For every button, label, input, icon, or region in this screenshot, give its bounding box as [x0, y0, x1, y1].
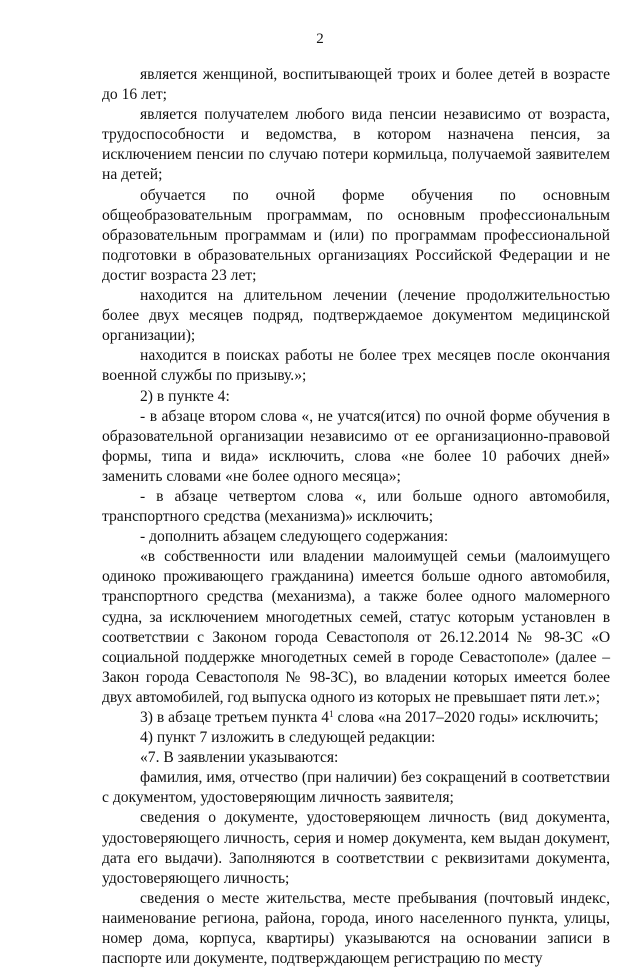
paragraph-job-search: находится в поисках работы не более трех месяцев после окончания военной службы по призыву.»;	[102, 347, 610, 385]
paragraph-add-abzac: - дополнить абзацем следующего содержания:	[140, 528, 449, 546]
paragraph-point-7-heading: «7. В заявлении указываются:	[140, 749, 339, 767]
paragraph-pension-recipient: является получателем любого вида пенсии независимо от возраста, трудоспособности и ведомства, в котором назначена пенсия, за исключением пенсии по случаю потери кормильца, получаемой заявителем на детей;	[102, 106, 610, 184]
paragraph-identity-document: сведения о документе, удостоверяющем личность (вид документа, удостоверяющего личность, серия и номер документа, кем выдан документ, дата его выдачи). Заполняются в соответствии с реквизитами документа, удостоверяющего личность;	[102, 809, 610, 887]
document-body	[102, 65, 610, 969]
paragraph-item-4: 4) пункт 7 изложить в следующей редакции:	[140, 729, 436, 747]
paragraph-fourth-abzac: - в абзаце четвертом слова «, или больше одного автомобиля, транспортного средства (механизма)» исключить;	[102, 487, 610, 526]
paragraph-full-time-student: обучается по очной форме обучения по основным общеобразовательным программам, по основным профессиональным образовательным программам и (или) по программам профессиональной подготовки в образовательных организациях Российской Федерации и не достиг возраста 23 лет;	[102, 186, 610, 284]
item-3-superscript: 1	[329, 709, 334, 719]
paragraph-vehicle-ownership: «в собственности или владении малоимущей семьи (малоимущего одиноко проживающего гражданина) имеется больше одного автомобиля, транспортного средства (механизма), а также более одного маломерного судна, за исключением многодетных семей, статус которым установлен в соответствии с Законом города Севастополя от 26.12.2014 № 98-ЗС «О социальной поддержке многодетных семей в городе Севастополе» (далее – Закон города Севастополя № 98-ЗС), во владении которых имеется более двух автомобилей, год выпуска одного из которых не превышает пяти лет.»;	[102, 548, 610, 706]
paragraph-long-term-treatment: находится на длительном лечении (лечение продолжительностью более двух месяцев подряд, подтверждаемое документом медицинской организации);	[102, 287, 610, 345]
paragraph-second-abzac: - в абзаце втором слова «, не учатся(ится) по очной форме обучения в образовательной организации независимо от ее организационно-правовой формы, типа и вида» исключить, слова «не более 10 рабочих дней» заменить словами «не более одного месяца»;	[102, 407, 610, 485]
paragraph-item-3	[102, 708, 610, 728]
paragraph-item-2: 2) в пункте 4:	[140, 387, 230, 405]
item-3-text-after: слова «на 2017–2020 годы» исключить;	[333, 709, 599, 726]
page-number: 2	[316, 31, 324, 47]
item-3-text-before: 3) в абзаце третьем пункта 4	[140, 709, 330, 726]
paragraph-full-name: фамилия, имя, отчество (при наличии) без сокращений в соответствии с документом, удостоверяющим личность заявителя;	[102, 769, 610, 807]
paragraph-residence-info: сведения о месте жительства, месте пребывания (почтовый индекс, наименование региона, района, города, иного населенного пункта, улицы, номер дома, корпуса, квартиры) указываются на основании записи в паспорте или документе, подтверждающем регистрацию по месту	[102, 889, 610, 968]
paragraph-woman-three-children: является женщиной, воспитывающей троих и более детей в возрасте до 16 лет;	[102, 66, 610, 104]
